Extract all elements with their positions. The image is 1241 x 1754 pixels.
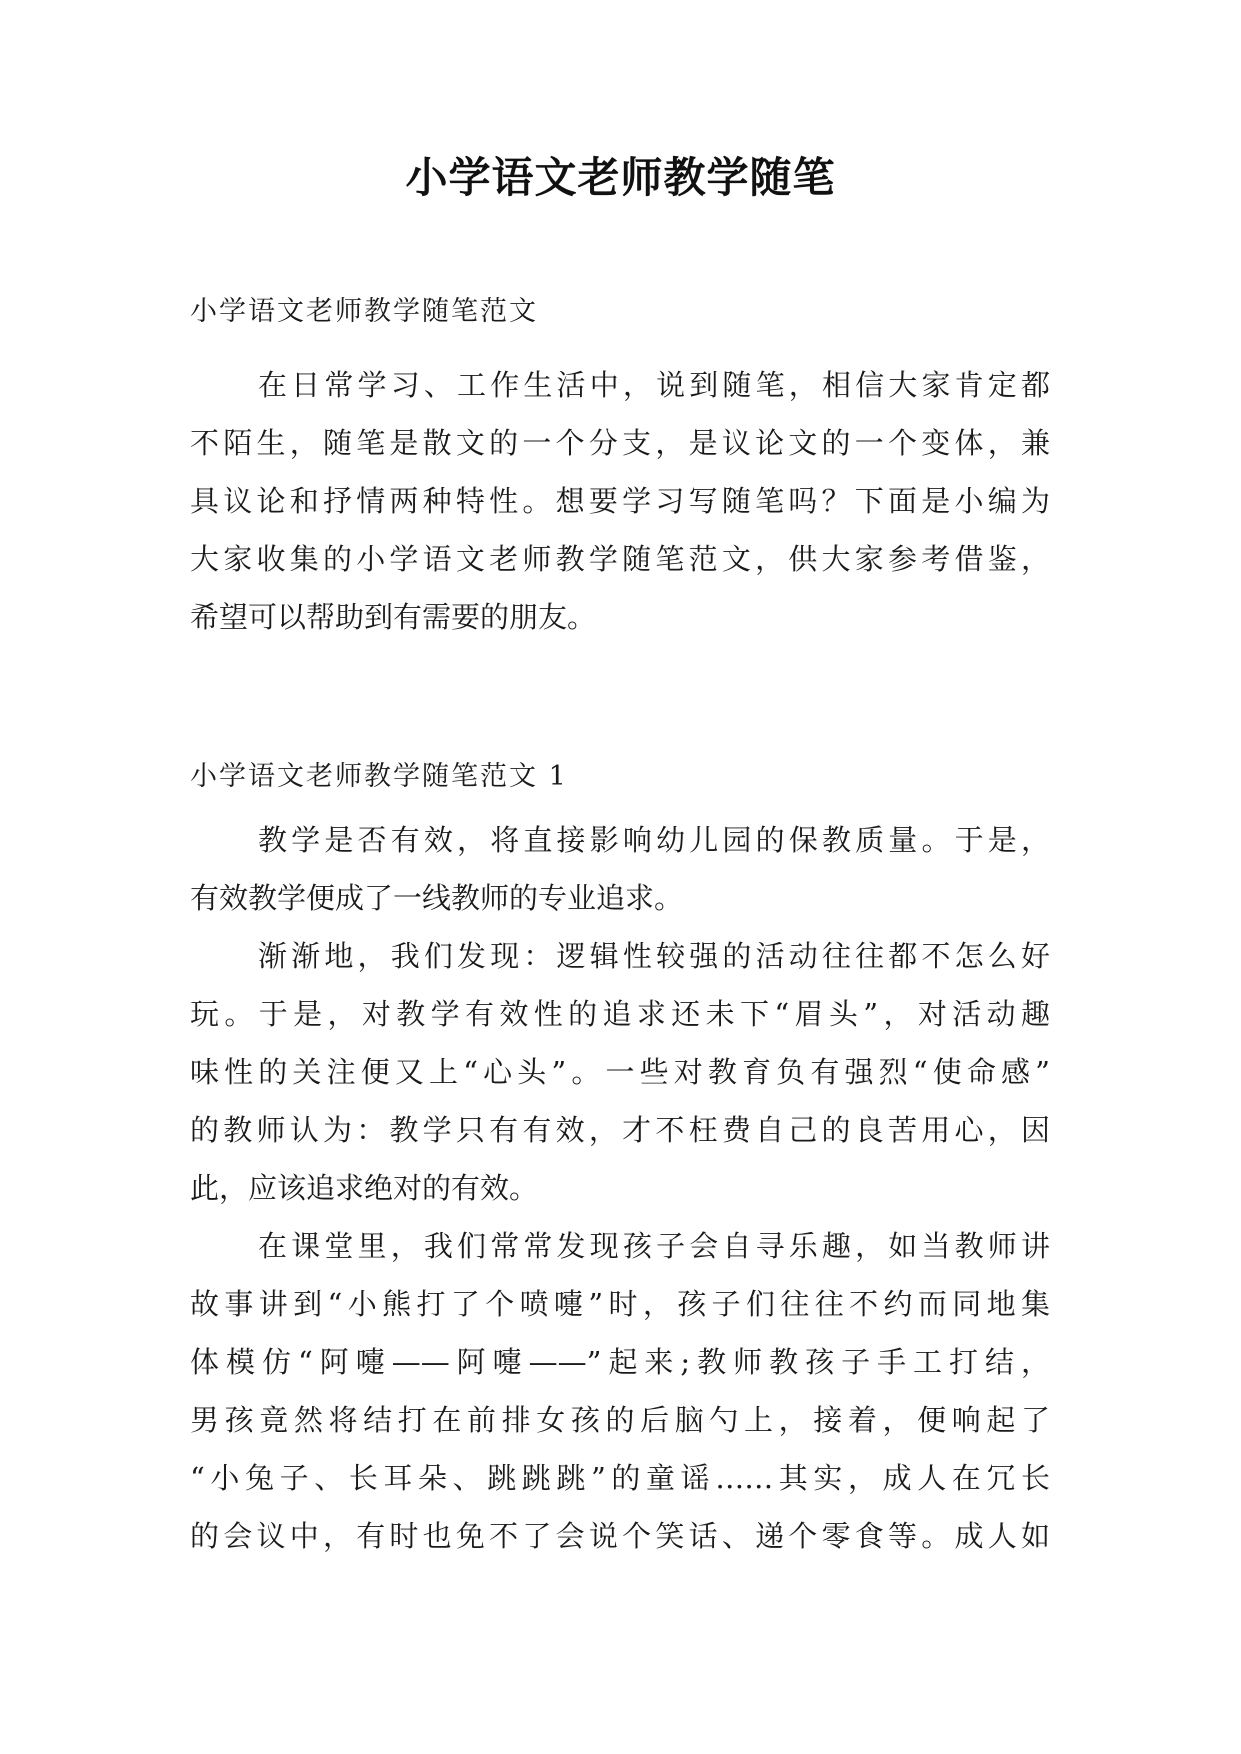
paragraph-line: 味性的关注便又上“心头”。一些对教育负有强烈“使命感” <box>190 1055 1050 1089</box>
paragraph-line: 此，应该追求绝对的有效。 <box>190 1171 539 1205</box>
paragraph-line: 的会议中，有时也免不了会说个笑话、递个零食等。成人如 <box>190 1519 1050 1553</box>
paragraph-line: “小兔子、长耳朵、跳跳跳”的童谣……其实，成人在冗长 <box>190 1461 1050 1495</box>
intro-paragraph <box>190 356 1050 646</box>
section-heading: 小学语文老师教学随笔范文 1 <box>190 761 568 792</box>
intro-line: 希望可以帮助到有需要的朋友。 <box>190 600 597 634</box>
intro-line: 不陌生，随笔是散文的一个分支，是议论文的一个变体，兼 <box>190 426 1050 460</box>
paragraph-line: 有效教学便成了一线教师的专业追求。 <box>190 881 684 915</box>
paragraph-line: 男孩竟然将结打在前排女孩的后脑勺上，接着，便响起了 <box>190 1403 1050 1437</box>
paragraph-line: 在课堂里，我们常常发现孩子会自寻乐趣，如当教师讲 <box>258 1229 1050 1263</box>
document-title: 小学语文老师教学随笔 <box>405 153 836 202</box>
document-subtitle: 小学语文老师教学随笔范文 <box>190 296 538 327</box>
body-text <box>190 811 1050 1565</box>
paragraph-line: 故事讲到“小熊打了个喷嚏”时，孩子们往往不约而同地集 <box>190 1287 1050 1321</box>
intro-line: 大家收集的小学语文老师教学随笔范文，供大家参考借鉴， <box>190 542 1050 576</box>
paragraph-line: 玩。于是，对教学有效性的追求还未下“眉头”，对活动趣 <box>190 997 1050 1031</box>
paragraph-line: 渐渐地，我们发现：逻辑性较强的活动往往都不怎么好 <box>258 939 1050 973</box>
paragraph-line: 体模仿“阿嚏——阿嚏——”起来;教师教孩子手工打结， <box>190 1345 1050 1379</box>
intro-line: 在日常学习、工作生活中，说到随笔，相信大家肯定都 <box>258 368 1050 402</box>
paragraph-line: 的教师认为：教学只有有效，才不枉费自己的良苦用心，因 <box>190 1113 1050 1147</box>
paragraph-line: 教学是否有效，将直接影响幼儿园的保教质量。于是， <box>258 823 1050 857</box>
intro-line: 具议论和抒情两种特性。想要学习写随笔吗？下面是小编为 <box>190 484 1050 518</box>
